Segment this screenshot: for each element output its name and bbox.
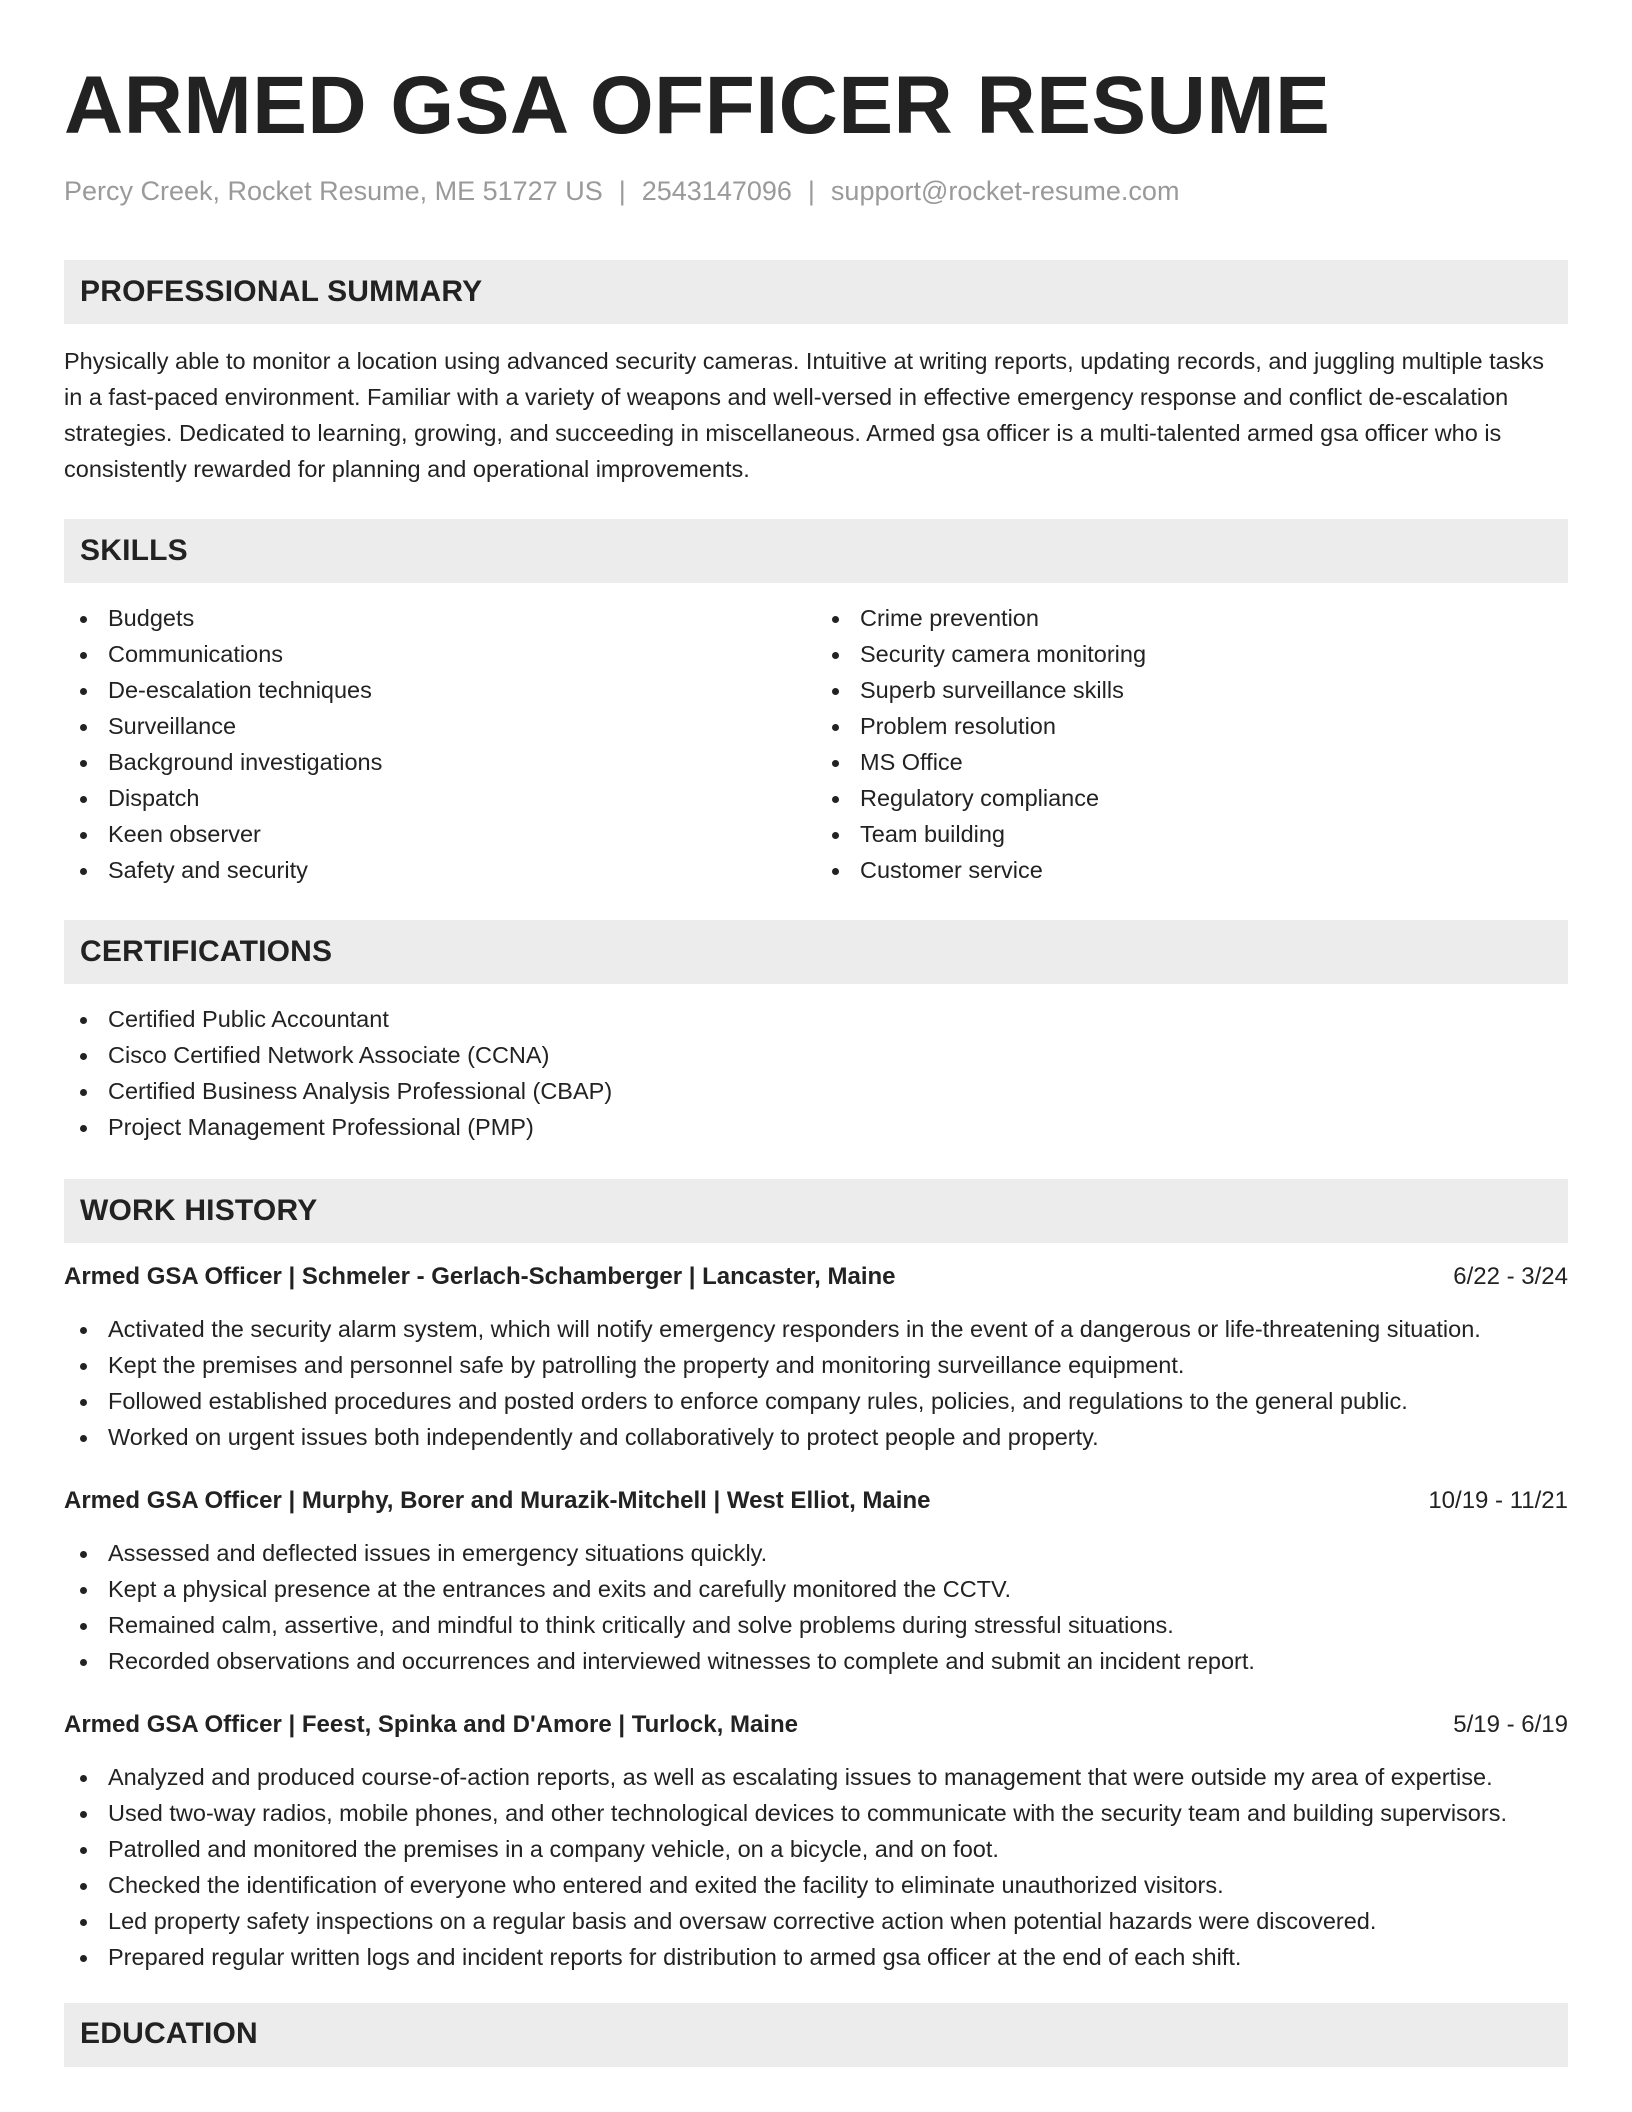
job-bullets bbox=[64, 1535, 1568, 1679]
certification-item: Project Management Professional (PMP) bbox=[64, 1109, 1568, 1145]
job-bullet: Prepared regular written logs and incident reports for distribution to armed gsa officer at the end of each shift. bbox=[64, 1939, 1568, 1975]
job-entry bbox=[64, 1485, 1568, 1679]
skill-item: Security camera monitoring bbox=[816, 636, 1568, 672]
job-bullet: Patrolled and monitored the premises in a company vehicle, on a bicycle, and on foot. bbox=[64, 1831, 1568, 1867]
job-dates: 5/19 - 6/19 bbox=[1453, 1711, 1568, 1738]
skill-item: Regulatory compliance bbox=[816, 780, 1568, 816]
skills-list-left bbox=[64, 600, 816, 888]
summary-heading-text: PROFESSIONAL SUMMARY bbox=[80, 275, 483, 308]
job-entry bbox=[64, 1261, 1568, 1455]
skill-item: Customer service bbox=[816, 852, 1568, 888]
skill-item: Team building bbox=[816, 816, 1568, 852]
job-dates: 6/22 - 3/24 bbox=[1453, 1263, 1568, 1290]
job-bullets bbox=[64, 1311, 1568, 1455]
skill-item: De-escalation techniques bbox=[64, 672, 816, 708]
skill-item: Safety and security bbox=[64, 852, 816, 888]
work-history-heading-text: WORK HISTORY bbox=[80, 1194, 318, 1227]
job-bullet: Checked the identification of everyone who entered and exited the facility to eliminate unauthorized visitors. bbox=[64, 1867, 1568, 1903]
certification-item: Certified Public Accountant bbox=[64, 1001, 1568, 1037]
skill-item: Keen observer bbox=[64, 816, 816, 852]
job-bullet: Assessed and deflected issues in emergency situations quickly. bbox=[64, 1535, 1568, 1571]
certifications-heading bbox=[64, 920, 1568, 984]
job-bullet: Used two-way radios, mobile phones, and other technological devices to communicate with the security team and building supervisors. bbox=[64, 1795, 1568, 1831]
job-header bbox=[64, 1485, 1568, 1517]
summary-text: Physically able to monitor a location using advanced security cameras. Intuitive at writing reports, updating records, and juggling multiple tasks in a fast-paced environment. Familiar with a variety of weapons and well-versed in effective emergency response and conflict de-escalation strategies. Dedicated to learning, growing, and succeeding in miscellaneous. Armed gsa officer is a multi-talented armed gsa officer who is consistently rewarded for planning and operational improvements. bbox=[64, 348, 1544, 482]
skills-columns bbox=[64, 600, 1568, 888]
contact-phone: 2543147096 bbox=[641, 176, 792, 206]
contact-separator: | bbox=[618, 176, 626, 206]
resume-title: ARMED GSA OFFICER RESUME bbox=[64, 60, 1331, 151]
skills-heading-text: SKILLS bbox=[80, 534, 188, 567]
education-heading-text: EDUCATION bbox=[80, 2017, 258, 2050]
job-bullet: Worked on urgent issues both independently and collaboratively to protect people and property. bbox=[64, 1419, 1568, 1455]
education-heading bbox=[64, 2003, 1568, 2067]
skill-item: Dispatch bbox=[64, 780, 816, 816]
job-bullet: Analyzed and produced course-of-action reports, as well as escalating issues to management that were outside my area of expertise. bbox=[64, 1759, 1568, 1795]
job-bullet: Activated the security alarm system, which will notify emergency responders in the event of a dangerous or life-threatening situation. bbox=[64, 1311, 1568, 1347]
certifications-list bbox=[64, 1001, 1568, 1145]
summary-heading bbox=[64, 260, 1568, 324]
contact-address: Percy Creek, Rocket Resume, ME 51727 US bbox=[64, 176, 603, 206]
job-bullet: Kept a physical presence at the entrances and exits and carefully monitored the CCTV. bbox=[64, 1571, 1568, 1607]
job-title: Armed GSA Officer | Murphy, Borer and Murazik-Mitchell | West Elliot, Maine bbox=[64, 1487, 931, 1514]
job-title: Armed GSA Officer | Schmeler - Gerlach-Schamberger | Lancaster, Maine bbox=[64, 1263, 896, 1290]
work-history-heading bbox=[64, 1179, 1568, 1243]
skill-item: Budgets bbox=[64, 600, 816, 636]
job-title: Armed GSA Officer | Feest, Spinka and D'Amore | Turlock, Maine bbox=[64, 1711, 798, 1738]
certifications-heading-text: CERTIFICATIONS bbox=[80, 935, 333, 968]
contact-email: support@rocket-resume.com bbox=[830, 176, 1180, 206]
job-bullet: Remained calm, assertive, and mindful to think critically and solve problems during stressful situations. bbox=[64, 1607, 1568, 1643]
job-bullet: Recorded observations and occurrences and interviewed witnesses to complete and submit an incident report. bbox=[64, 1643, 1568, 1679]
skills-heading bbox=[64, 519, 1568, 583]
job-header bbox=[64, 1261, 1568, 1293]
skill-item: Surveillance bbox=[64, 708, 816, 744]
certification-item: Certified Business Analysis Professional (CBAP) bbox=[64, 1073, 1568, 1109]
skill-item: MS Office bbox=[816, 744, 1568, 780]
contact-line bbox=[64, 174, 1568, 208]
skill-item: Crime prevention bbox=[816, 600, 1568, 636]
contact-separator: | bbox=[807, 176, 815, 206]
job-entry bbox=[64, 1709, 1568, 1975]
job-header bbox=[64, 1709, 1568, 1741]
job-bullet: Followed established procedures and posted orders to enforce company rules, policies, and regulations to the general public. bbox=[64, 1383, 1568, 1419]
certification-item: Cisco Certified Network Associate (CCNA) bbox=[64, 1037, 1568, 1073]
job-bullet: Kept the premises and personnel safe by patrolling the property and monitoring surveillance equipment. bbox=[64, 1347, 1568, 1383]
skill-item: Communications bbox=[64, 636, 816, 672]
skill-item: Problem resolution bbox=[816, 708, 1568, 744]
skill-item: Superb surveillance skills bbox=[816, 672, 1568, 708]
job-bullet: Led property safety inspections on a regular basis and oversaw corrective action when potential hazards were discovered. bbox=[64, 1903, 1568, 1939]
skills-list-right bbox=[816, 600, 1568, 888]
job-bullets bbox=[64, 1759, 1568, 1975]
skill-item: Background investigations bbox=[64, 744, 816, 780]
job-dates: 10/19 - 11/21 bbox=[1428, 1487, 1568, 1514]
